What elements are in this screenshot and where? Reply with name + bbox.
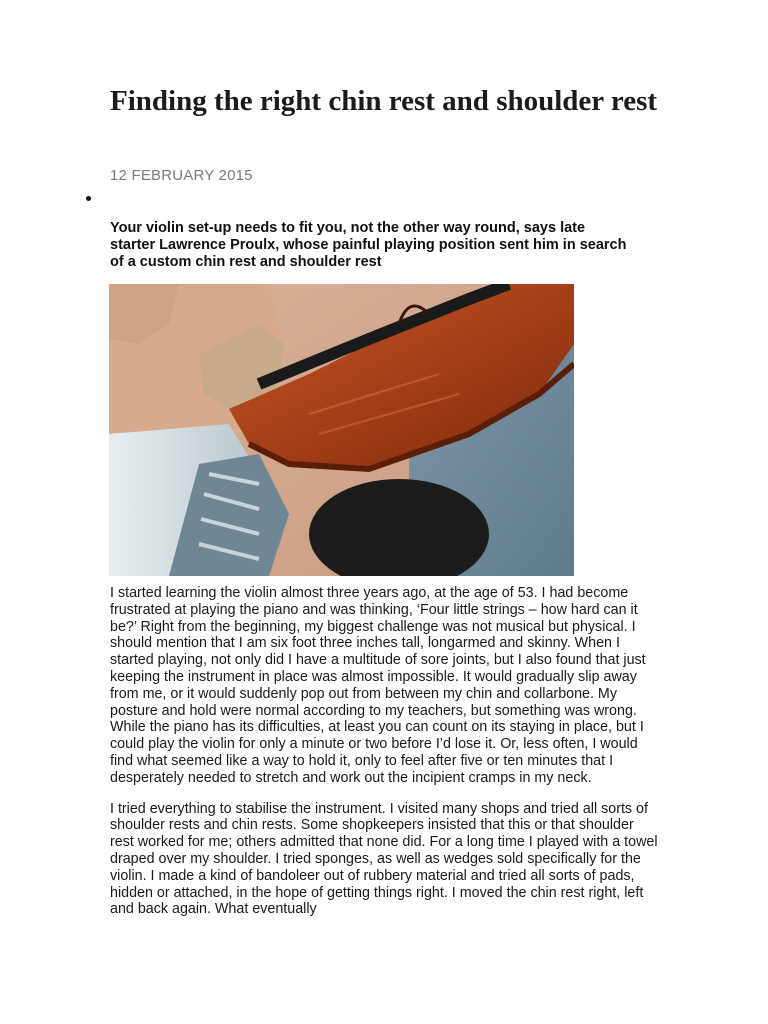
violin-photo: [109, 284, 574, 576]
violin-photo-illustration: [109, 284, 574, 576]
article-body: [110, 585, 658, 932]
article-date: 12 FEBRUARY 2015: [110, 167, 253, 184]
article-standfirst: Your violin set-up needs to fit you, not the other way round, says late starter Lawrence Proulx, whose painful playing position sent him in search of a custom chin rest and shoulder rest: [110, 220, 627, 270]
body-paragraph-2: I tried everything to stabilise the instrument. I visited many shops and tried all sorts of shoulder rests and chin rests. Some shopkeepers insisted that this or that shoulder rest worked for me; others admitted that none did. For a long time I played with a towel draped over my shoulder. I tried sponges, as well as wedges sold specifically for the violin. I made a kind of bandoleer out of rubbery material and tried all sorts of pads, hidden or attached, in the hope of getting things right. I moved the chin rest right, left and back again. What eventually: [110, 800, 658, 918]
list-bullet: [86, 196, 91, 201]
article-title: Finding the right chin rest and shoulder rest: [110, 85, 658, 117]
body-paragraph-1: I started learning the violin almost three years ago, at the age of 53. I had become frustrated at playing the piano and was thinking, ‘Four little strings – how hard can it be?’ Right from the beginning, my biggest challenge was not musical but physical. I should mention that I am six foot three inches tall, longarmed and skinny. When I started playing, not only did I have a multitude of sore joints, but I also found that just keeping the instrument in place was almost impossible. It would gradually slip away from me, or it would suddenly pop out from between my chin and collarbone. My posture and hold were normal according to my teachers, but something was wrong. While the piano has its difficulties, at least you can count on its staying in place, but I could play the violin for only a minute or two before I’d lose it. Or, less often, I would find what seemed like a way to hold it, only to feel after five or ten minutes that I desperately needed to stretch and work out the incipient cramps in my neck.: [110, 585, 646, 786]
